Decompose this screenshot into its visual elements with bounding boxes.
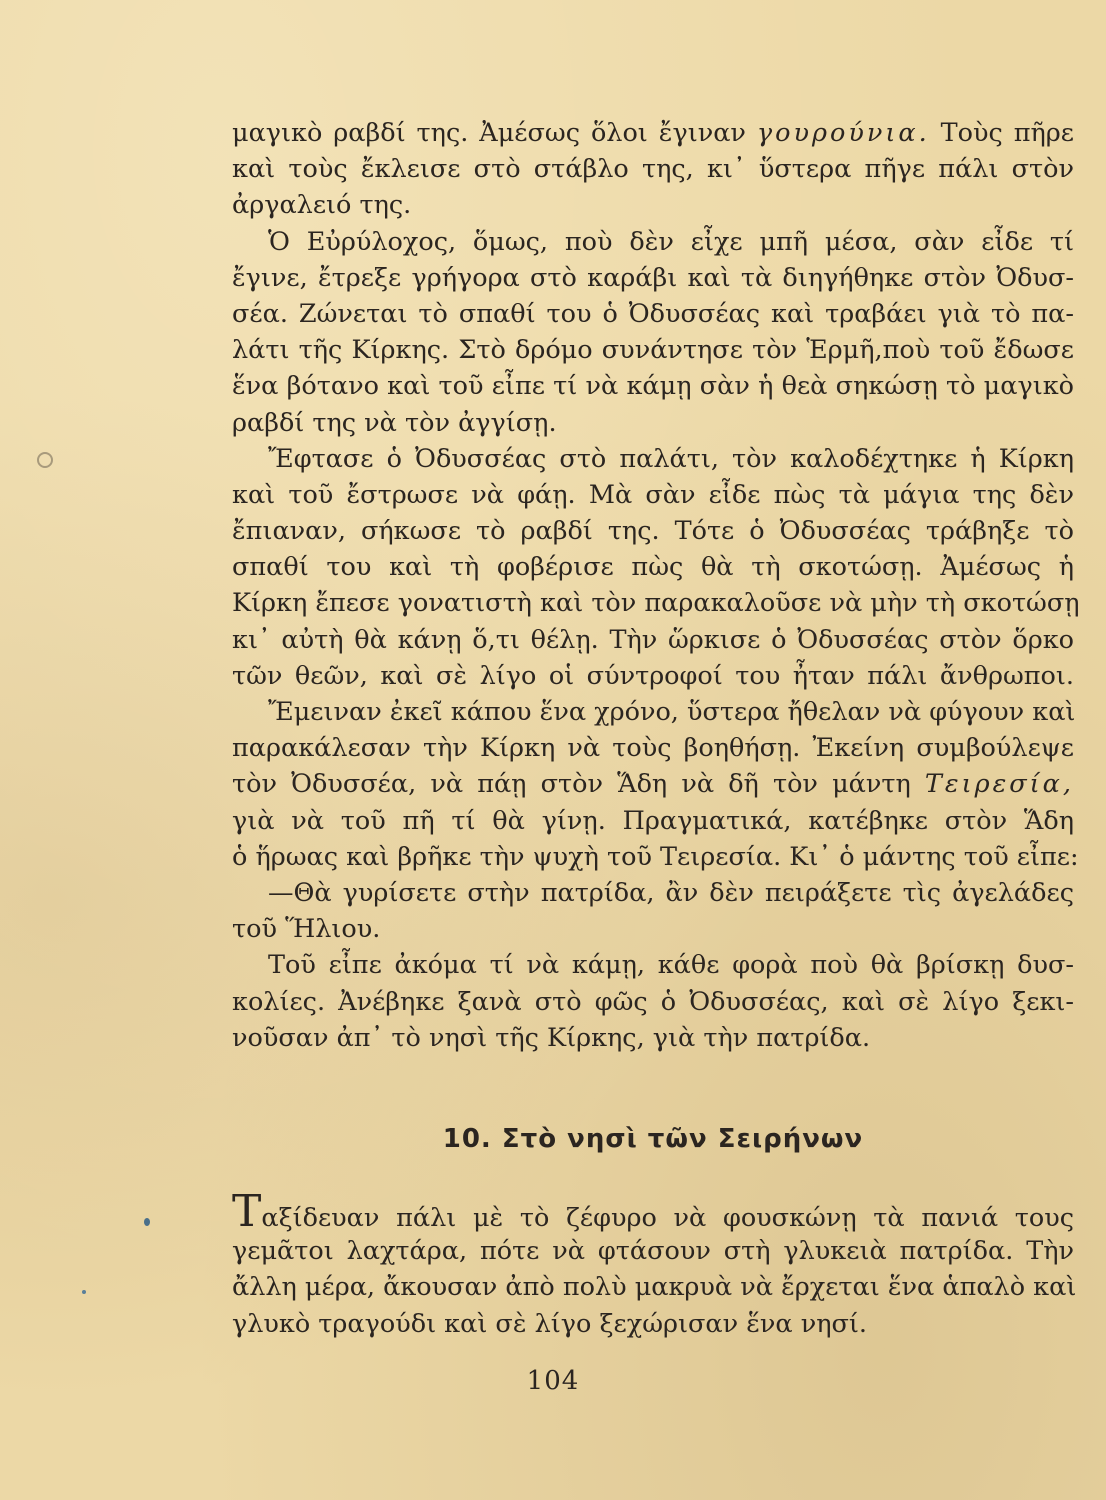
text-line: ἕνα βότανο καὶ τοῦ εἶπε τί νὰ κάμῃ σὰν ἡ θεὰ σηκώσῃ τὸ μαγικὸ [232, 371, 1074, 402]
text-line: τὸν Ὀδυσσέα, νὰ πάῃ στὸν Ἅδη νὰ δῆ τὸν μάντη Τειρεσία, [232, 769, 1074, 800]
stain-mark [37, 452, 53, 468]
text-line: ἄλλη μέρα, ἄκουσαν ἀπὸ πολὺ μακρυὰ νὰ ἔρχεται ἕνα ἁπαλὸ καὶ [232, 1272, 1077, 1303]
body-text [232, 115, 1080, 1056]
text-line: —Θὰ γυρίσετε στὴν πατρίδα, ἂν δὲν πειράξετε τὶς ἀγελάδες [268, 877, 1074, 908]
text-line: μαγικὸ ραβδί της. Ἀμέσως ὅλοι ἔγιναν γουρούνια. Τοὺς πῆρε [232, 118, 1074, 148]
text-line: κι᾽ αὐτὴ θὰ κάνῃ ὅ,τι θέλῃ. Τὴν ὥρκισε ὁ Ὀδυσσέας στὸν ὅρκο [232, 624, 1074, 655]
text-line: ἔγινε, ἔτρεξε γρήγορα στὸ καράβι καὶ τὰ διηγήθηκε στὸν Ὀδυσ- [232, 262, 1074, 293]
text-line: κολίες. Ἀνέβηκε ξανὰ στὸ φῶς ὁ Ὀδυσσέας, καὶ σὲ λίγο ξεκι- [232, 986, 1074, 1017]
text-line: Ταξίδευαν πάλι μὲ τὸ ζέφυρο νὰ φουσκώνῃ τὰ πανιά τους [232, 1186, 1074, 1237]
text-line: νοῦσαν ἀπ᾽ τὸ νησὶ τῆς Κίρκης, γιὰ τὴν πατρίδα. [232, 1022, 871, 1053]
text-line: σέα. Ζώνεται τὸ σπαθί του ὁ Ὀδυσσέας καὶ τραβάει γιὰ τὸ πα- [232, 298, 1074, 329]
text-line: γλυκὸ τραγούδι καὶ σὲ λίγο ξεχώρισαν ἕνα νησί. [232, 1308, 868, 1339]
text-line: λάτι τῆς Κίρκης. Στὸ δρόμο συνάντησε τὸν Ἑρμῆ,ποὺ τοῦ ἔδωσε [232, 335, 1074, 366]
text-line: Κίρκη ἔπεσε γονατιστὴ καὶ τὸν παρακαλοῦσε νὰ μὴν τὴ σκοτώσῃ [232, 588, 1080, 619]
text-line: ἀργαλειό της. [232, 190, 412, 221]
text-line: τῶν θεῶν, καὶ σὲ λίγο οἱ σύντροφοί του ἦταν πάλι ἄνθρωποι. [232, 660, 1074, 691]
text-line: ἔπιαναν, σήκωσε τὸ ραβδί της. Τότε ὁ Ὀδυσσέας τράβηξε τὸ [232, 516, 1074, 547]
text-line: Ἔμειναν ἐκεῖ κάπου ἕνα χρόνο, ὕστερα ἤθελαν νὰ φύγουν καὶ [268, 697, 1076, 727]
drop-cap: Τ [232, 1186, 262, 1237]
text-line: τοῦ Ἥλιου. [232, 914, 381, 945]
text-line: γιὰ νὰ τοῦ πῆ τί θὰ γίνῃ. Πραγματικά, κατέβηκε στὸν Ἅδη [232, 805, 1074, 836]
text-line: καὶ τοὺς ἔκλεισε στὸ στάβλο της, κι᾽ ὕστερα πῆγε πάλι στὸν [232, 154, 1074, 185]
text-line: Τοῦ εἶπε ἀκόμα τί νὰ κάμῃ, κάθε φορὰ ποὺ θὰ βρίσκῃ δυσ- [268, 950, 1074, 981]
text-line: Ὁ Εὐρύλοχος, ὅμως, ποὺ δὲν εἶχε μπῆ μέσα, σὰν εἶδε τί [268, 226, 1074, 257]
page-number: 104 [526, 1366, 580, 1396]
ink-speck [82, 1290, 86, 1294]
text-line: ραβδί της νὰ τὸν ἀγγίσῃ. [232, 407, 557, 438]
text-line: Ἔφτασε ὁ Ὀδυσσέας στὸ παλάτι, τὸν καλοδέχτηκε ἡ Κίρκη [268, 443, 1074, 474]
chapter-heading: 10. Στὸ νησὶ τῶν Σειρήνων [442, 1124, 864, 1154]
ink-speck [144, 1218, 150, 1226]
text-line: ὁ ἥρωας καὶ βρῆκε τὴν ψυχὴ τοῦ Τειρεσία. Κι᾽ ὁ μάντης τοῦ εἶπε: [232, 841, 1079, 872]
text-line: σπαθί του καὶ τὴ φοβέρισε πὼς θὰ τὴ σκοτώσῃ. Ἀμέσως ἡ [232, 552, 1074, 583]
text-line: παρακάλεσαν τὴν Κίρκη νὰ τοὺς βοηθήσῃ. Ἐκείνη συμβούλεψε [232, 733, 1074, 764]
text-line: γεμᾶτοι λαχτάρα, πότε νὰ φτάσουν στὴ γλυκειὰ πατρίδα. Τὴν [232, 1236, 1074, 1267]
text-line: καὶ τοῦ ἔστρωσε νὰ φάῃ. Μὰ σὰν εἶδε πὼς τὰ μάγια της δὲν [232, 479, 1074, 510]
chapter-body [232, 1186, 1077, 1342]
